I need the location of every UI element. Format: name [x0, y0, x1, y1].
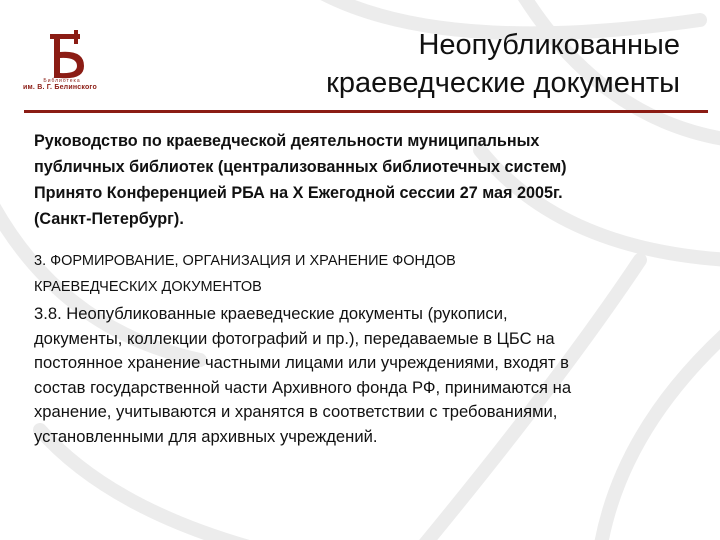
logo-caption: им. В. Г. Белинского — [23, 84, 97, 91]
guideline-reference — [34, 128, 694, 232]
body-line: документы, коллекции фотографий и пр.), передаваемые в ЦБС на — [34, 328, 555, 348]
guideline-line: (Санкт-Петербург). — [34, 210, 184, 228]
title-line-1: Неопубликованные — [418, 29, 680, 61]
title-divider — [24, 110, 708, 113]
logo-caption-small: Библиотека — [43, 78, 81, 84]
section-heading-line: КРАЕВЕДЧЕСКИХ ДОКУМЕНТОВ — [34, 279, 262, 295]
body-line: 3.8. Неопубликованные краеведческие документы (рукописи, — [34, 304, 508, 323]
title-line-2: краеведческие документы — [326, 67, 680, 99]
guideline-line: Принято Конференцией РБА на X Ежегодной сессии 27 мая 2005г. — [34, 184, 563, 202]
body-line: постоянное хранение частными лицами или учреждениями, входят в — [34, 353, 569, 372]
body-line: хранение, учитываются и хранятся в соответствии с требованиями, — [34, 402, 558, 421]
guideline-line: публичных библиотек (централизованных библиотечных систем) — [34, 158, 567, 176]
guideline-line: Руководство по краеведческой деятельности муниципальных — [34, 132, 540, 150]
section-heading — [34, 248, 694, 300]
page-title — [200, 26, 680, 102]
section-body — [34, 302, 694, 449]
section-heading-line: 3. ФОРМИРОВАНИЕ, ОРГАНИЗАЦИЯ И ХРАНЕНИЕ ФОНДОВ — [34, 253, 456, 269]
slide-content — [34, 128, 694, 449]
body-line: установленными для архивных учреждений. — [34, 426, 378, 446]
body-line: состав государственной части Архивного фонда РФ, принимаются на — [34, 377, 572, 397]
